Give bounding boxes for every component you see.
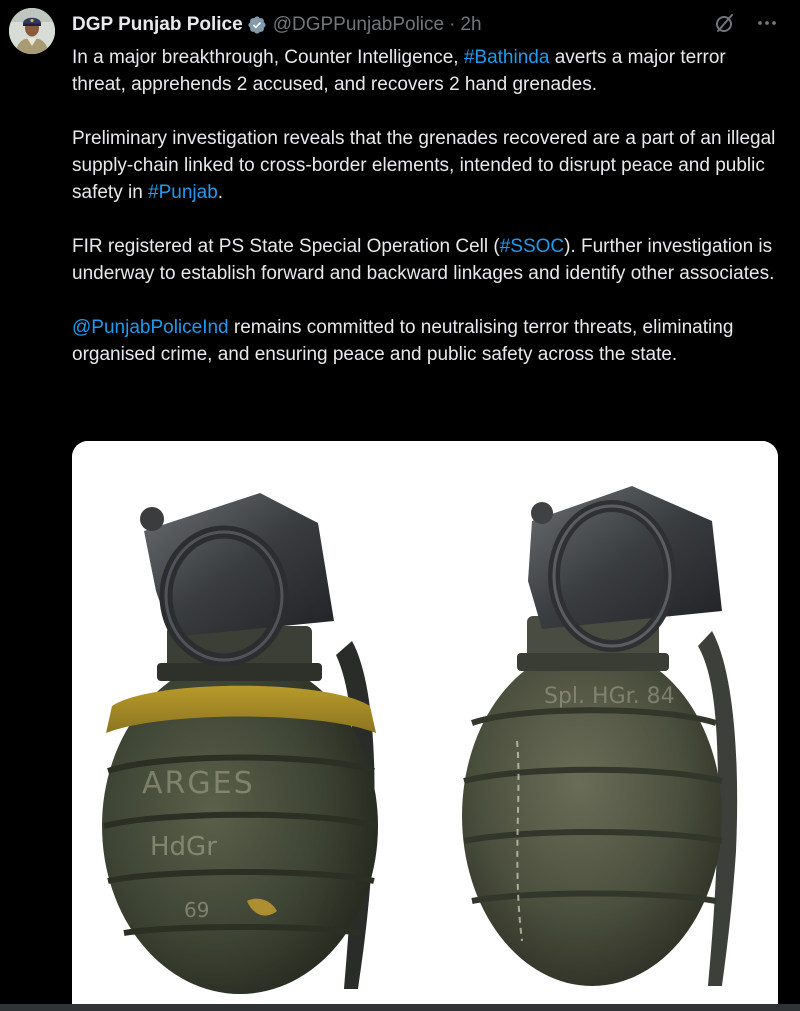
grenade-right-marking: Spl. HGr. 84 <box>544 684 675 709</box>
paragraph-4 <box>72 314 782 368</box>
hashtag-punjab[interactable]: #Punjab <box>148 182 218 203</box>
avatar[interactable] <box>9 8 55 54</box>
mention-punjabpoliceind[interactable]: @PunjabPoliceInd <box>72 317 229 338</box>
user-handle[interactable]: @DGPPunjabPolice <box>272 14 445 35</box>
text-segment: remains committed to neutralising terror threats, eliminating organised crime, and ensuring peace and public safety across the state. <box>72 317 734 365</box>
more-icon[interactable] <box>754 10 780 36</box>
text-segment: Preliminary investigation reveals that the grenades recovered are a part of an illegal supply-chain linked to cross-border elements, intended to disrupt peace and public safety in <box>72 128 776 203</box>
grenades-photo <box>72 441 778 1011</box>
paragraph-3 <box>72 233 782 287</box>
hashtag-ssoc[interactable]: #SSOC <box>499 236 565 257</box>
bottom-divider <box>0 1004 800 1011</box>
grenade-left-marking-2: HdGr <box>150 832 217 862</box>
display-name[interactable]: DGP Punjab Police <box>72 14 243 35</box>
tweet-header <box>72 12 482 38</box>
timestamp[interactable]: 2h <box>460 14 482 35</box>
grenade-left-marking-3: 69 <box>184 898 210 922</box>
hashtag-bathinda[interactable]: #Bathinda <box>463 47 550 68</box>
text-segment: ). Further investigation is underway to establish forward and backward linkages and identify other associates. <box>72 236 775 284</box>
tweet-media[interactable] <box>72 441 778 1011</box>
tweet-text <box>72 44 782 395</box>
paragraph-1 <box>72 44 782 98</box>
paragraph-2 <box>72 125 782 206</box>
separator-dot: · <box>449 14 456 35</box>
grenade-left-marking-1: ARGES <box>142 766 255 801</box>
text-segment: averts a major terror threat, apprehends 2 accused, and recovers 2 hand grenades. <box>72 47 726 95</box>
text-segment: In a major breakthrough, Counter Intelligence, <box>72 47 464 68</box>
verified-badge-icon <box>247 15 267 35</box>
text-segment: . <box>217 182 224 203</box>
grok-icon[interactable] <box>712 10 738 36</box>
header-actions <box>712 10 780 36</box>
avatar-image <box>9 8 55 54</box>
text-segment: FIR registered at PS State Special Operation Cell ( <box>72 236 500 257</box>
